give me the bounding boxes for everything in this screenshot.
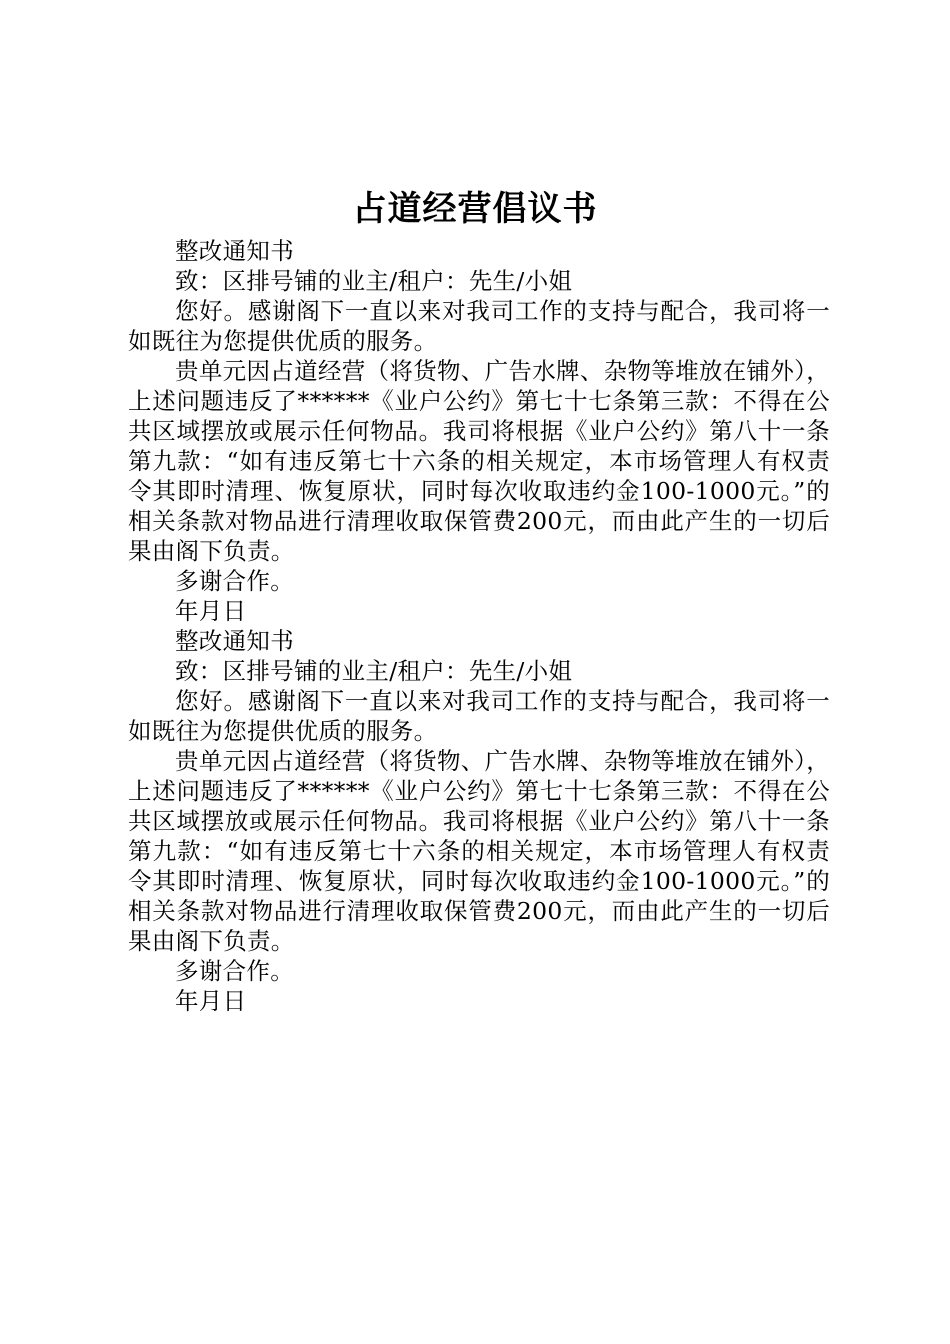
document-body (128, 236, 830, 1016)
notice-body: 贵单元因占道经营（将货物、广告水牌、杂物等堆放在铺外），上述问题违反了******《业户公约》第七十七条第三款：不得在公共区域摆放或展示任何物品。我司将根据《业户公约》第八十一条第九款：“如有违反第七十六条的相关规定，本市场管理人有权责令其即时清理、恢复原状，同时每次收取违约金100-1000元。”的相关条款对物品进行清理收取保管费200元，而由此产生的一切后果由阁下负责。 (128, 357, 830, 565)
document-title: 占道经营倡议书 (352, 189, 598, 229)
notice-recipient: 致：区排号铺的业主/租户：先生/小姐 (175, 267, 573, 295)
notice-section-2 (128, 626, 830, 1016)
notice-recipient: 致：区排号铺的业主/租户：先生/小姐 (175, 657, 573, 685)
notice-greeting: 您好。感谢阁下一直以来对我司工作的支持与配合，我司将一如既往为您提供优质的服务。 (128, 687, 830, 745)
notice-body: 贵单元因占道经营（将货物、广告水牌、杂物等堆放在铺外），上述问题违反了******《业户公约》第七十七条第三款：不得在公共区域摆放或展示任何物品。我司将根据《业户公约》第八十一条第九款：“如有违反第七十六条的相关规定，本市场管理人有权责令其即时清理、恢复原状，同时每次收取违约金100-1000元。”的相关条款对物品进行清理收取保管费200元，而由此产生的一切后果由阁下负责。 (128, 747, 830, 955)
notice-heading: 整改通知书 (175, 237, 294, 265)
notice-section-1 (128, 236, 830, 626)
notice-date: 年月日 (175, 987, 247, 1015)
notice-closing: 多谢合作。 (175, 957, 294, 985)
notice-heading: 整改通知书 (175, 627, 294, 655)
notice-greeting: 您好。感谢阁下一直以来对我司工作的支持与配合，我司将一如既往为您提供优质的服务。 (128, 297, 830, 355)
notice-closing: 多谢合作。 (175, 567, 294, 595)
notice-date: 年月日 (175, 597, 247, 625)
